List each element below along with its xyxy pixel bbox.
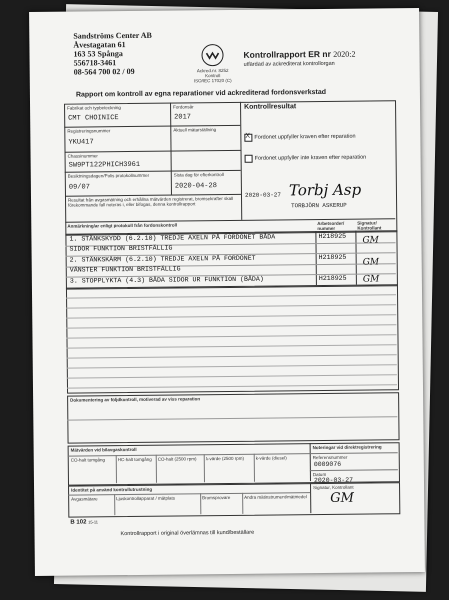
report-number: 2020:2: [333, 49, 356, 59]
form-number: B 102: [70, 519, 87, 526]
kontrollant-signature: GM: [330, 490, 354, 506]
result-option1-label: Fordonet uppfyller kraven efter reparation: [254, 133, 356, 141]
datum-value: 2020-03-27: [313, 476, 354, 485]
remark-order-number: H218925: [318, 232, 347, 241]
documentation-heading: Dokumentering av följdkontroll, motiverad av viss reparation: [70, 396, 201, 403]
report-title-text: Kontrollrapport ER nr: [243, 48, 331, 60]
result-option2-checkbox[interactable]: [245, 155, 253, 163]
ref-value: 0009076: [313, 460, 342, 469]
equipment-avgasmatare: Avgasmätare: [71, 496, 98, 502]
exhaust-k-value: k-värde (diesel): [255, 455, 287, 461]
inspector-signature: Torbj Asp: [288, 180, 362, 200]
remark-text: VÄNSTER FUNKTION BRISTFÄLLIG: [69, 265, 181, 274]
exhaust-heading: Mätvärden vid bilavgaskontroll: [70, 446, 137, 453]
initials-signature-2: GM: [362, 257, 380, 268]
form-version: 15-11: [88, 519, 99, 525]
bestdatum-label: Besiktningsdagen/Polis protokollnummer: [67, 172, 150, 179]
fabrikat-label: Fabrikat och typbeteckning: [67, 105, 121, 111]
result-option1-checkbox[interactable]: [244, 134, 252, 142]
report-title: [243, 49, 355, 60]
company-org-nr: 556718-3461: [73, 58, 117, 68]
fordonsar-label: Fordonsår: [173, 104, 194, 110]
company-postal: 163 53 Spånga: [73, 49, 123, 59]
inspector-name: TORBJÖRN ASKERUP: [291, 201, 347, 210]
company-name: Sandströms Center AB: [73, 30, 152, 41]
remark-order-number: H218925: [318, 253, 347, 262]
sistadag-value: 2020-04-28: [174, 182, 217, 191]
remarks-heading: Anmärkning/ar enligt protokoll från fordonskontroll: [67, 222, 178, 229]
company-street: Åvestagatan 61: [73, 40, 126, 50]
inspection-report-sheet: [29, 8, 425, 576]
notes-heading: Noteringar vid direktregistrering: [312, 444, 382, 451]
remark-text: 3. STOPPLYKTA (4.3) BÅDA SIDOR UR FUNKTION (BÅDA): [69, 275, 264, 285]
resultat-label: Resultat från avgasmätning och erhållna mätvärden registrerat, bromsekrafter skall förekommande fall noteras i, eller bifogas, denna kontrollrapport: [68, 195, 234, 208]
matar-label: Aktuell mätarställning: [173, 127, 217, 133]
initials-signature-3: GM: [362, 274, 380, 285]
equipment-bromsprovare: Bromsprovare: [202, 494, 231, 501]
regnr-value: YKU417: [68, 138, 94, 147]
sistadag-label: Sista dag för efterkontroll: [173, 172, 224, 178]
exhaust-co-tomgang: CO-halt tomgång: [70, 457, 106, 463]
bestdatum-value: 09/07: [68, 183, 90, 192]
swedac-logo-icon: [201, 44, 223, 66]
fordonsar-value: 2017: [174, 113, 192, 122]
sign-label: Signatur, Kontrollant: [313, 484, 354, 491]
remarks-col-arbetsorder: Arbetsorder/ nummer: [317, 220, 345, 232]
check-mark-icon: X: [245, 132, 251, 140]
chassi-label: Chassinummer: [67, 153, 98, 159]
remark-order-number: H218925: [318, 274, 347, 283]
equipment-heading: Identitet på använd kontrollutrustning: [71, 486, 153, 493]
divider: [242, 493, 243, 514]
fabrikat-value: CMT CHOINICE: [68, 114, 119, 123]
exhaust-co-2500: CO-halt (2500 rpm): [157, 456, 197, 462]
result-heading: Kontrollresultat: [244, 103, 297, 111]
accreditation-kontroll: Kontroll: [205, 73, 221, 79]
form-code: [70, 519, 98, 525]
regnr-label: Registreringsnummer: [67, 128, 111, 134]
accreditation-block: [180, 68, 246, 84]
remarks-col-signatur: Signatur/ Kontrollant: [357, 220, 382, 231]
datum-label: Datum: [312, 471, 327, 478]
company-phone: 08-564 700 02 / 09: [73, 66, 135, 77]
equipment-ljuskontroll: Ljuskontrollapparat / mätplats: [116, 495, 175, 502]
company-block: [73, 31, 152, 77]
divider: [114, 494, 115, 515]
accreditation-number: Ackred.nr. 8252: [196, 67, 229, 74]
chassi-value: SW9PT122PHICH3961: [68, 160, 141, 170]
accreditation-standard: ISO/IEC 17020 (C): [193, 77, 232, 84]
result-option2-label: Fordonet uppfyller inte kraven efter reparation: [254, 154, 367, 162]
remark-text: SIDOR FUNKTION BRISTFÄLLIG: [69, 244, 173, 253]
exhaust-lambda: λ-värde (2500 rpm): [205, 455, 245, 462]
footer-note: Kontrollrapport i original överlämnas till kund/beställare: [120, 529, 255, 538]
result-date: 2020-03-27: [244, 191, 282, 199]
remark-text: 2. STÄNKSKÄRM (6.2.10) TREDJE AXELN PÅ FORDONET: [69, 254, 256, 264]
initials-signature-1: GM: [362, 235, 379, 246]
report-heading: Rapport om kontroll av egna reparationer vid ackrediterad fordonsverkstad: [75, 88, 327, 99]
exhaust-hc-tomgang: HC-halt tomgång: [117, 456, 152, 463]
report-subtitle: utfärdad av ackrediterat kontrollorgan: [243, 60, 335, 68]
equipment-andra: Andra mätinstrument/mätmedel: [244, 494, 307, 500]
ref-label: Referensnummer: [312, 454, 348, 461]
divider: [200, 493, 201, 514]
remark-text: 1. STÄNKSKYDD (6.2.10) TREDJE AXELN PÅ FORDONET BÅDA: [69, 233, 276, 243]
